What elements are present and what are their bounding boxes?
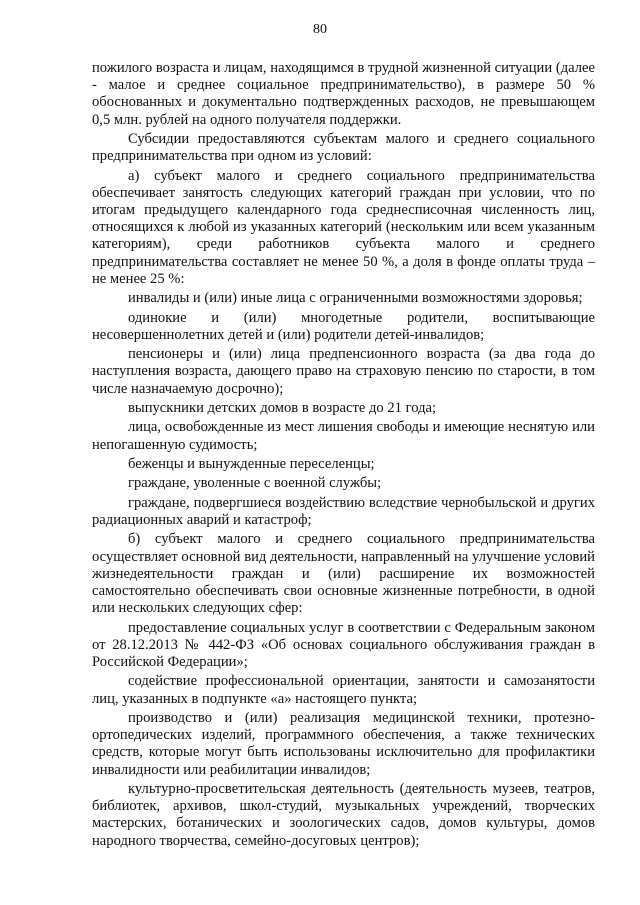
paragraph: граждане, подвергшиеся воздействию вследствие чернобыльской и других радиационных аварий и катастроф;: [92, 494, 595, 528]
paragraph: культурно-просветительская деятельность (деятельность музеев, театров, библиотек, архивов, школ-студий, музыкальных учреждений, творческих мастерских, ботанических и зоологических садов, домов культуры, домов народного творчества, семейно-досуговых центров);: [92, 780, 595, 849]
paragraph: пожилого возраста и лицам, находящимся в трудной жизненной ситуации (далее - малое и среднее социальное предпринимательство), в размере 50 % обоснованных и документально подтвержденных расходов, не превышающем 0,5 млн. рублей на одного получателя поддержки.: [92, 60, 595, 128]
paragraph: граждане, уволенные с военной службы;: [128, 475, 382, 492]
paragraph: беженцы и вынужденные переселенцы;: [128, 455, 375, 472]
paragraph: пенсионеры и (или) лица предпенсионного возраста (за два года до наступления возраста, дающего право на страховую пенсию по старости, в том числе назначаемую досрочно);: [92, 346, 595, 397]
paragraph: содействие профессиональной ориентации, занятости и самозанятости лиц, указанных в подпункте «а» настоящего пункта;: [92, 673, 595, 707]
paragraph: одинокие и (или) многодетные родители, воспитывающие несовершеннолетних детей и (или) родители детей-инвалидов;: [92, 309, 595, 343]
paragraph: лица, освобожденные из мест лишения свободы и имеющие неснятую или непогашенную судимость;: [92, 419, 595, 453]
paragraph: б) субъект малого и среднего социального предпринимательства осуществляет основной вид деятельности, направленный на улучшение условий жизнедеятельности граждан и (или) расширение их возможностей самостоятельно обеспечивать свои основные жизненные потребности, в одной или нескольких следующих сфер:: [92, 531, 595, 617]
page-number: 80: [313, 22, 327, 37]
paragraph: Субсидии предоставляются субъектам малого и среднего социального предпринимательства при одном из условий:: [92, 131, 595, 165]
paragraph: предоставление социальных услуг в соответствии с Федеральным законом от 28.12.2013 № 442-ФЗ «Об основах социального обслуживания граждан в Российской Федерации»;: [92, 619, 595, 670]
paragraph: производство и (или) реализация медицинской техники, протезно-ортопедических изделий, программного обеспечения, а также технических средств, которые могут быть использованы исключительно для профилактики инвалидности или реабилитации инвалидов;: [92, 709, 595, 778]
document-body: [92, 60, 595, 852]
paragraph: а) субъект малого и среднего социального предпринимательства обеспечивает занятость следующих категорий граждан при условии, что по итогам предыдущего календарного года среднесписочная численность лиц, относящихся к любой из указанных категорий (нескольким или всем указанным категориям), среди работников субъекта малого и среднего предпринимательства составляет не менее 50 %, а доля в фонде оплаты труда – не менее 25 %:: [92, 167, 595, 287]
paragraph: выпускники детских домов в возрасте до 21 года;: [128, 399, 437, 416]
paragraph: инвалиды и (или) иные лица с ограниченными возможностями здоровья;: [128, 290, 583, 307]
